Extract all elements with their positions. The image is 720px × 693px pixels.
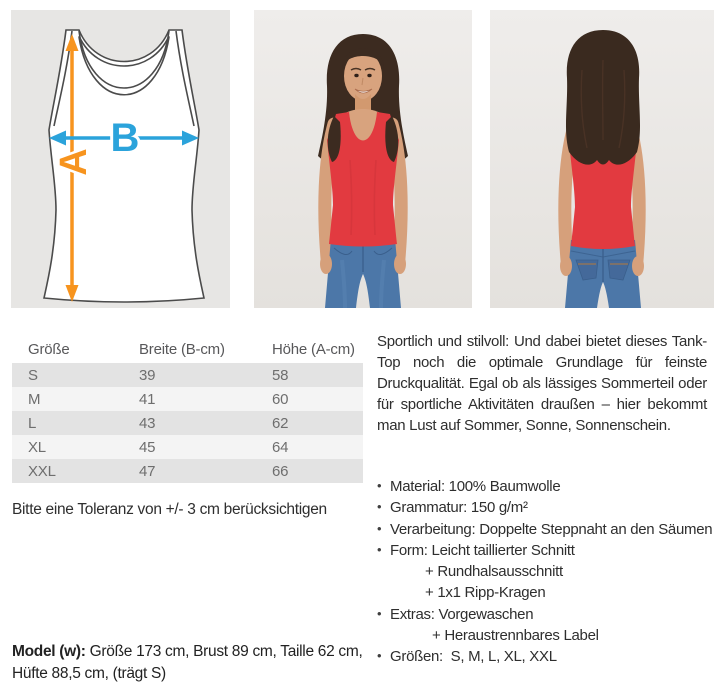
breite-cell: 39 xyxy=(139,366,156,384)
right-eye xyxy=(367,74,371,77)
model-front-image xyxy=(254,10,472,308)
size-row-m xyxy=(12,387,363,411)
left-eye xyxy=(354,74,358,77)
size-cell: XL xyxy=(28,438,46,456)
model-back-photo xyxy=(490,10,714,308)
col-header-breite: Breite (B-cm) xyxy=(123,337,256,363)
feature-label: Form: Leicht taillierter Schnitt xyxy=(390,541,575,559)
size-row-s xyxy=(12,363,363,387)
feature-sublabel: + Rundhalsausschnitt xyxy=(425,563,563,581)
tank-top-diagram-image xyxy=(11,10,230,308)
feature-sublabel: + Heraustrennbares Label xyxy=(432,627,599,645)
size-cell: S xyxy=(28,366,38,384)
breite-cell: 47 xyxy=(139,462,156,480)
model-info-label: Model (w): xyxy=(12,643,86,660)
feature-item-verarbeitung xyxy=(377,519,713,540)
feature-item-form xyxy=(377,540,707,561)
col-header-hoehe: Höhe (A-cm) xyxy=(256,337,363,363)
breite-cell: 43 xyxy=(139,414,156,432)
model-info-details: Größe 173 cm, Brust 89 cm, Taille 62 cm, Hüfte 88,5 cm, (trägt S) xyxy=(12,643,363,682)
size-cell: M xyxy=(28,390,41,408)
product-description-column xyxy=(377,331,713,668)
hoehe-cell: 62 xyxy=(272,414,289,432)
hoehe-cell: 64 xyxy=(272,438,289,456)
bullet-icon: • xyxy=(377,499,382,515)
hoehe-cell: 66 xyxy=(272,462,289,480)
feature-item-groessen xyxy=(377,646,707,667)
model-front-photo xyxy=(254,10,472,308)
width-arrow-label: B xyxy=(110,116,140,160)
feature-label: Material: 100% Baumwolle xyxy=(390,478,561,495)
feature-sublabel: + 1x1 Ripp-Kragen xyxy=(425,584,546,602)
breite-cell: 41 xyxy=(139,390,156,408)
model-back-image xyxy=(490,10,714,308)
height-arrow-label: A xyxy=(53,148,95,176)
size-cell: L xyxy=(28,414,37,432)
bullet-icon: • xyxy=(377,478,382,493)
left-hand xyxy=(320,254,332,274)
hoehe-cell: 60 xyxy=(272,390,289,408)
feature-label: Verarbeitung: Doppelte Steppnaht an den Säumen xyxy=(390,520,713,538)
size-row-l xyxy=(12,411,363,435)
bullet-icon: • xyxy=(377,541,382,557)
product-description: Sportlich und stilvoll: Und dabei bietet dieses Tank-Top noch die optimale Grundlage für feinste Druckqualität. Egal ob als lässiges Sommerteil oder für sportliche Aktivitäten draußen – hier bekommt man Lust auf Sommer, Sonne, Sonnenschein. xyxy=(377,333,707,434)
bullet-icon: • xyxy=(377,520,382,536)
bullet-icon: • xyxy=(377,605,382,621)
size-cell: XXL xyxy=(28,462,56,480)
breite-cell: 45 xyxy=(139,438,156,456)
size-chart-diagram xyxy=(11,10,230,308)
bullet-icon: • xyxy=(377,648,382,664)
left-hand xyxy=(560,256,572,276)
feature-label: Grammatur: 150 g/m² xyxy=(390,499,528,517)
feature-label: Extras: Vorgewaschen xyxy=(390,605,534,623)
hoehe-cell: 58 xyxy=(272,366,289,384)
size-table xyxy=(12,337,363,483)
size-row-xxl xyxy=(12,459,363,483)
right-hand xyxy=(394,254,406,274)
model-info xyxy=(12,641,384,685)
feature-subitem-label xyxy=(377,625,707,646)
feature-subitem-rundhals xyxy=(377,561,707,582)
feature-item-extras xyxy=(377,604,707,625)
feature-item-grammatur xyxy=(377,497,707,518)
hair-back xyxy=(566,30,640,165)
feature-item-material xyxy=(377,476,707,497)
right-hand xyxy=(632,256,644,276)
col-header-groesse: Größe xyxy=(12,337,123,363)
feature-list xyxy=(377,476,713,668)
feature-subitem-ripp-kragen xyxy=(377,582,707,603)
size-row-xl xyxy=(12,435,363,459)
size-table-header-row xyxy=(12,337,363,363)
tolerance-note: Bitte eine Toleranz von +/- 3 cm berücksichtigen xyxy=(12,501,327,518)
feature-label: Größen: S, M, L, XL, XXL xyxy=(390,648,557,666)
